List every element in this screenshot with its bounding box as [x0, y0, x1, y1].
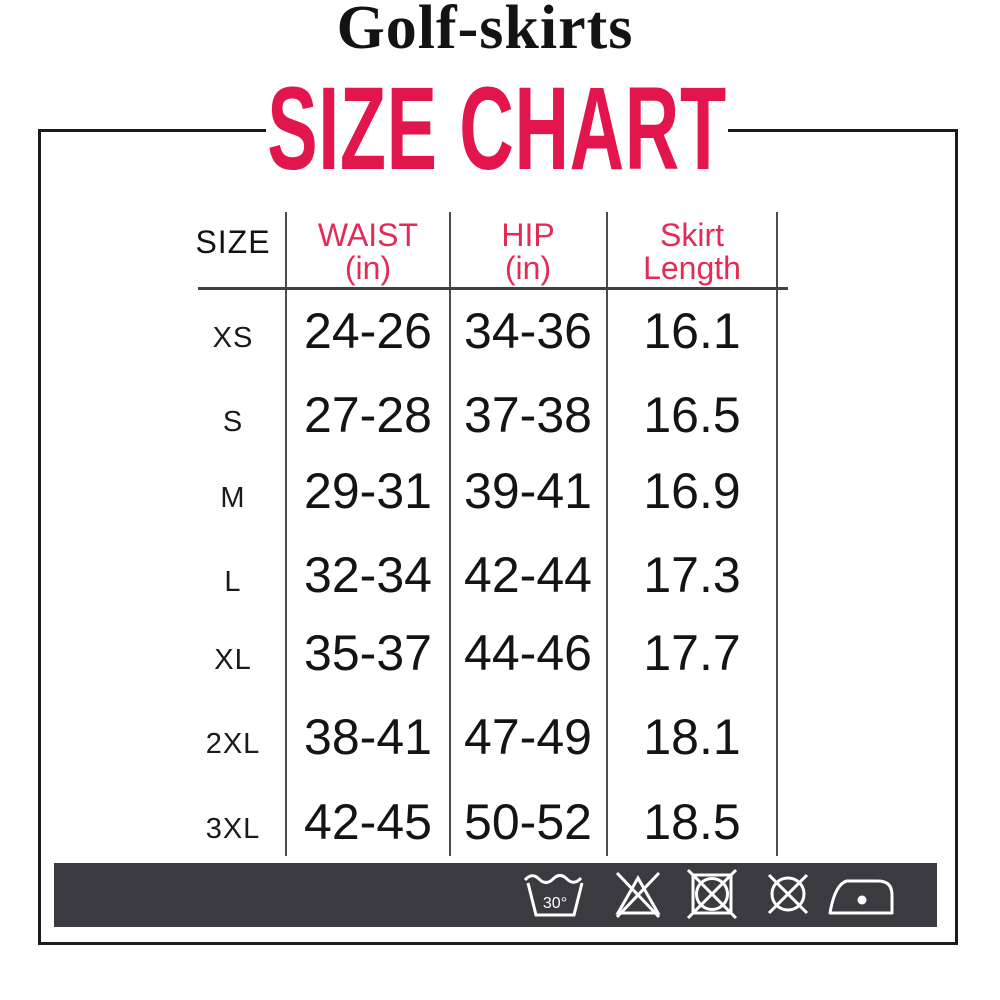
size-cell: XS [212, 322, 254, 354]
table-row-s [0, 385, 1000, 445]
column-header-skirt-line2: Length [643, 250, 741, 286]
skirt-length-cell: 18.5 [643, 794, 741, 850]
do-not-tumble-dry-icon [683, 865, 741, 923]
size-chart-heading-text: SIZE CHART [267, 63, 727, 195]
waist-cell: 35-37 [304, 625, 432, 681]
column-header-hip [501, 219, 554, 285]
skirt-length-cell: 16.5 [643, 387, 741, 443]
table-row-l [0, 545, 1000, 605]
hip-cell: 34-36 [464, 303, 592, 359]
do-not-dry-clean-icon [761, 867, 815, 921]
column-header-waist [318, 219, 418, 285]
column-header-skirt-length [643, 219, 741, 285]
table-row-xl [0, 623, 1000, 683]
care-instructions-bar [54, 863, 937, 927]
column-header-waist-unit: (in) [344, 250, 392, 286]
hip-cell: 42-44 [464, 547, 592, 603]
table-row-xs [0, 301, 1000, 361]
column-header-hip-unit: (in) [504, 250, 552, 286]
table-row-3xl [0, 792, 1000, 852]
column-header-size: SIZE [195, 224, 271, 260]
hip-cell: 39-41 [464, 463, 592, 519]
brand-title: Golf-skirts [336, 0, 634, 62]
waist-cell: 27-28 [304, 387, 432, 443]
hip-cell: 44-46 [464, 625, 592, 681]
column-header-hip-label: HIP [501, 217, 555, 253]
size-cell: XL [214, 644, 252, 676]
skirt-length-cell: 16.9 [643, 463, 741, 519]
waist-cell: 38-41 [304, 709, 432, 765]
hip-cell: 37-38 [464, 387, 592, 443]
do-not-bleach-icon [611, 867, 665, 921]
skirt-length-cell: 17.3 [643, 547, 741, 603]
waist-cell: 32-34 [304, 547, 432, 603]
waist-cell: 42-45 [304, 794, 432, 850]
waist-cell: 29-31 [304, 463, 432, 519]
size-chart-heading [266, 63, 728, 195]
hip-cell: 47-49 [464, 709, 592, 765]
size-cell: M [220, 482, 246, 514]
machine-wash-30-icon [518, 868, 592, 922]
size-cell: 3XL [205, 813, 261, 845]
skirt-length-cell: 17.7 [643, 625, 741, 681]
iron-low-heat-icon [825, 868, 897, 922]
size-cell: L [224, 566, 242, 598]
wash-temperature-label: 30° [542, 895, 568, 912]
table-row-2xl [0, 707, 1000, 767]
table-row-m [0, 461, 1000, 521]
skirt-length-cell: 18.1 [643, 709, 741, 765]
skirt-length-cell: 16.1 [643, 303, 741, 359]
waist-cell: 24-26 [304, 303, 432, 359]
header-underline [198, 287, 788, 290]
size-cell: S [222, 406, 244, 438]
column-header-waist-label: WAIST [317, 217, 419, 253]
hip-cell: 50-52 [464, 794, 592, 850]
size-cell: 2XL [205, 728, 261, 760]
column-header-skirt-line1: Skirt [660, 217, 724, 253]
